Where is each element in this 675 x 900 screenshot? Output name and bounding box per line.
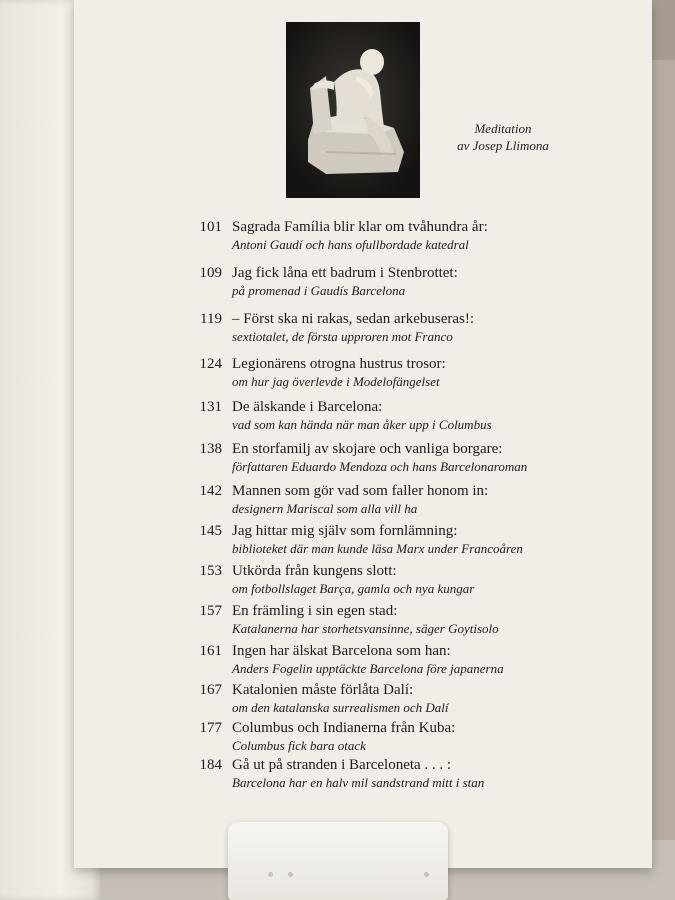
toc-chapter-title: – Först ska ni rakas, sedan arkebuseras!:: [232, 311, 475, 327]
toc-page-number: 138: [199, 441, 222, 457]
toc-chapter-subtitle: Antoni Gaudí och hans ofullbordade katedral: [232, 237, 469, 252]
toc-page-number: 177: [199, 720, 222, 736]
toc-page-number: 153: [199, 563, 222, 579]
toc-chapter-title: Sagrada Família blir klar om tvåhundra år:: [232, 219, 488, 235]
toc-chapter-subtitle: om fotbollslaget Barça, gamla och nya kungar: [232, 581, 475, 596]
toc-chapter-title: Legionärens otrogna hustrus trosor:: [232, 356, 446, 372]
toc-chapter-title: Ingen har älskat Barcelona som han:: [232, 643, 451, 659]
stand-hole: [268, 872, 273, 877]
toc-chapter-subtitle: Anders Fogelin upptäckte Barcelona före japanerna: [232, 661, 504, 676]
toc-chapter-title: Jag fick låna ett badrum i Stenbrottet:: [232, 265, 458, 281]
toc-chapter-title: Jag hittar mig själv som fornlämning:: [232, 523, 458, 539]
toc-page-number: 142: [199, 483, 222, 499]
stand-hole: [424, 872, 429, 877]
toc-chapter-subtitle: Barcelona har en halv mil sandstrand mitt i stan: [232, 775, 485, 790]
toc-page-number: 161: [199, 643, 222, 659]
toc-chapter-title: En främling i sin egen stad:: [232, 603, 398, 619]
toc-chapter-subtitle: om den katalanska surrealismen och Dalí: [232, 700, 449, 715]
stand-hole: [288, 872, 293, 877]
toc-chapter-subtitle: om hur jag överlevde i Modelofängelset: [232, 374, 440, 389]
toc-chapter-subtitle: vad som kan hända när man åker upp i Columbus: [232, 417, 492, 432]
toc-chapter-title: De älskande i Barcelona:: [232, 399, 383, 415]
toc-page-number: 101: [199, 219, 222, 235]
toc-page-number: 145: [199, 523, 222, 539]
toc-chapter-title: Katalonien måste förlåta Dalí:: [232, 682, 414, 698]
toc-page-number: 131: [199, 399, 222, 415]
toc-page-number: 119: [200, 311, 222, 327]
toc-page-number: 167: [199, 682, 222, 698]
toc-chapter-subtitle: på promenad i Gaudís Barcelona: [232, 283, 406, 298]
toc-chapter-title: Gå ut på stranden i Barceloneta . . . :: [232, 757, 452, 773]
toc-chapter-title: Columbus och Indianerna från Kuba:: [232, 720, 456, 736]
caption-title: Meditation: [474, 121, 532, 136]
toc-page-number: 109: [199, 265, 222, 281]
book-stand: [228, 822, 448, 900]
toc-chapter-subtitle: Columbus fick bara otack: [232, 738, 366, 753]
toc-page-number: 157: [199, 603, 222, 619]
toc-page-number: 124: [199, 356, 222, 372]
toc-chapter-subtitle: sextiotalet, de första upproren mot Franco: [232, 329, 453, 344]
caption-artist: av Josep Llimona: [457, 138, 549, 153]
toc-chapter-subtitle: biblioteket där man kunde läsa Marx under Francoåren: [232, 541, 523, 556]
toc-chapter-title: Utkörda från kungens slott:: [232, 563, 397, 579]
toc-chapter-title: En storfamilj av skojare och vanliga borgare:: [232, 441, 503, 457]
toc-chapter-subtitle: författaren Eduardo Mendoza och hans Barcelonaroman: [232, 459, 528, 474]
toc-chapter-title: Mannen som gör vad som faller honom in:: [232, 483, 489, 499]
toc-page-number: 184: [199, 757, 222, 773]
toc-chapter-subtitle: Katalanerna har storhetsvansinne, säger Goytisolo: [232, 621, 499, 636]
toc-chapter-subtitle: designern Mariscal som alla vill ha: [232, 501, 418, 516]
